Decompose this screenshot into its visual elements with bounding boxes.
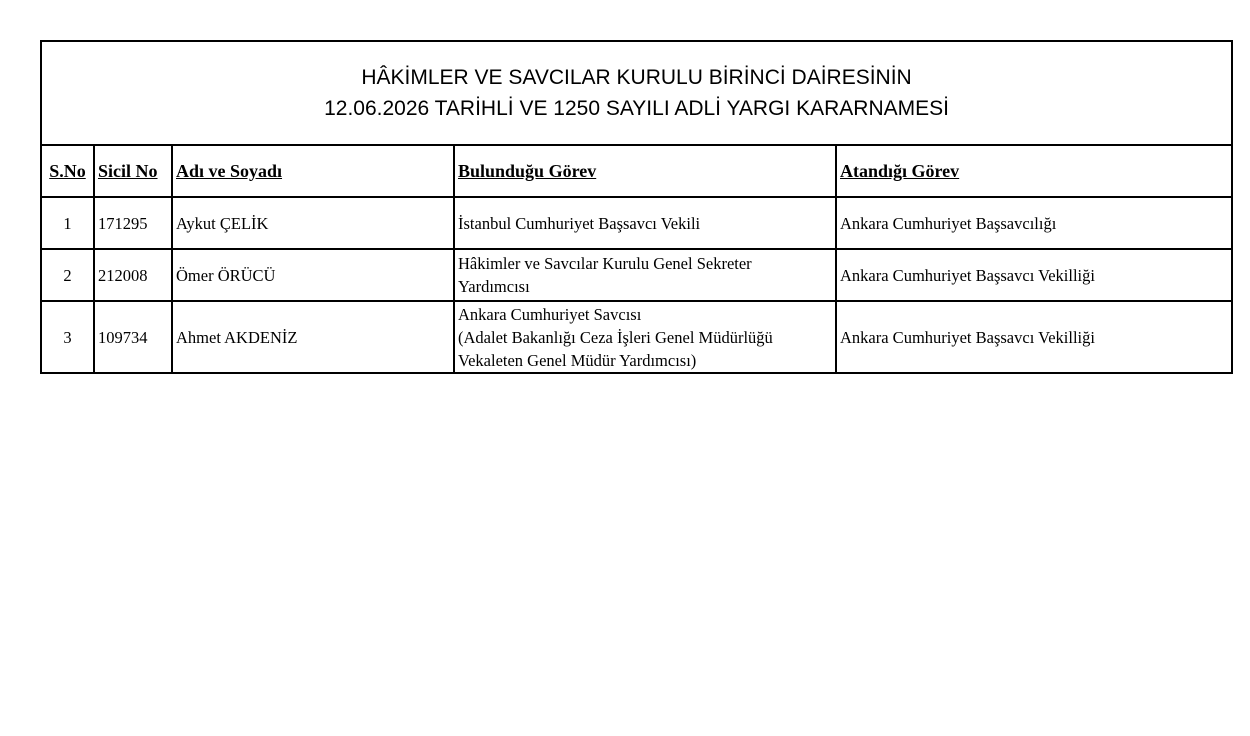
title-row [41, 41, 1232, 145]
table-row [41, 197, 1232, 249]
current-position-line: İstanbul Cumhuriyet Başsavcı Vekili [458, 213, 701, 233]
cell-assigned-position: Ankara Cumhuriyet Başsavcı Vekilliği [836, 249, 1232, 301]
cell-sicil-no: 171295 [94, 197, 172, 249]
decree-table [40, 40, 1233, 374]
table-row [41, 249, 1232, 301]
current-position-line: Yardımcısı [458, 277, 530, 296]
title-line-1: HÂKİMLER VE SAVCILAR KURULU BİRİNCİ DAİRESİNİN [361, 66, 912, 89]
cell-current-position [454, 301, 836, 373]
current-position-line: Ankara Cumhuriyet Savcısı [458, 304, 642, 324]
cell-sno: 1 [41, 197, 94, 249]
header-name: Adı ve Soyadı [172, 145, 454, 197]
cell-sicil-no: 212008 [94, 249, 172, 301]
cell-current-position [454, 197, 836, 249]
cell-assigned-position: Ankara Cumhuriyet Başsavcılığı [836, 197, 1232, 249]
header-sno: S.No [41, 145, 94, 197]
document-title [41, 41, 1232, 145]
cell-name: Ahmet AKDENİZ [172, 301, 454, 373]
title-line-2: 12.06.2026 TARİHLİ VE 1250 SAYILI ADLİ YARGI KARARNAMESİ [324, 97, 949, 120]
current-position-line: Vekaleten Genel Müdür Yardımcısı) [458, 350, 697, 370]
cell-assigned-position: Ankara Cumhuriyet Başsavcı Vekilliği [836, 301, 1232, 373]
cell-sno: 2 [41, 249, 94, 301]
current-position-line: Hâkimler ve Savcılar Kurulu Genel Sekreter [458, 254, 752, 273]
cell-sno: 3 [41, 301, 94, 373]
current-position-line: (Adalet Bakanlığı Ceza İşleri Genel Müdürlüğü [458, 327, 773, 347]
cell-name: Aykut ÇELİK [172, 197, 454, 249]
table-row [41, 301, 1232, 373]
header-current-position: Bulunduğu Görev [454, 145, 836, 197]
cell-name: Ömer ÖRÜCÜ [172, 249, 454, 301]
header-assigned-position: Atandığı Görev [836, 145, 1232, 197]
header-sicil-no: Sicil No [94, 145, 172, 197]
cell-current-position [454, 249, 836, 301]
header-row [41, 145, 1232, 197]
cell-sicil-no: 109734 [94, 301, 172, 373]
